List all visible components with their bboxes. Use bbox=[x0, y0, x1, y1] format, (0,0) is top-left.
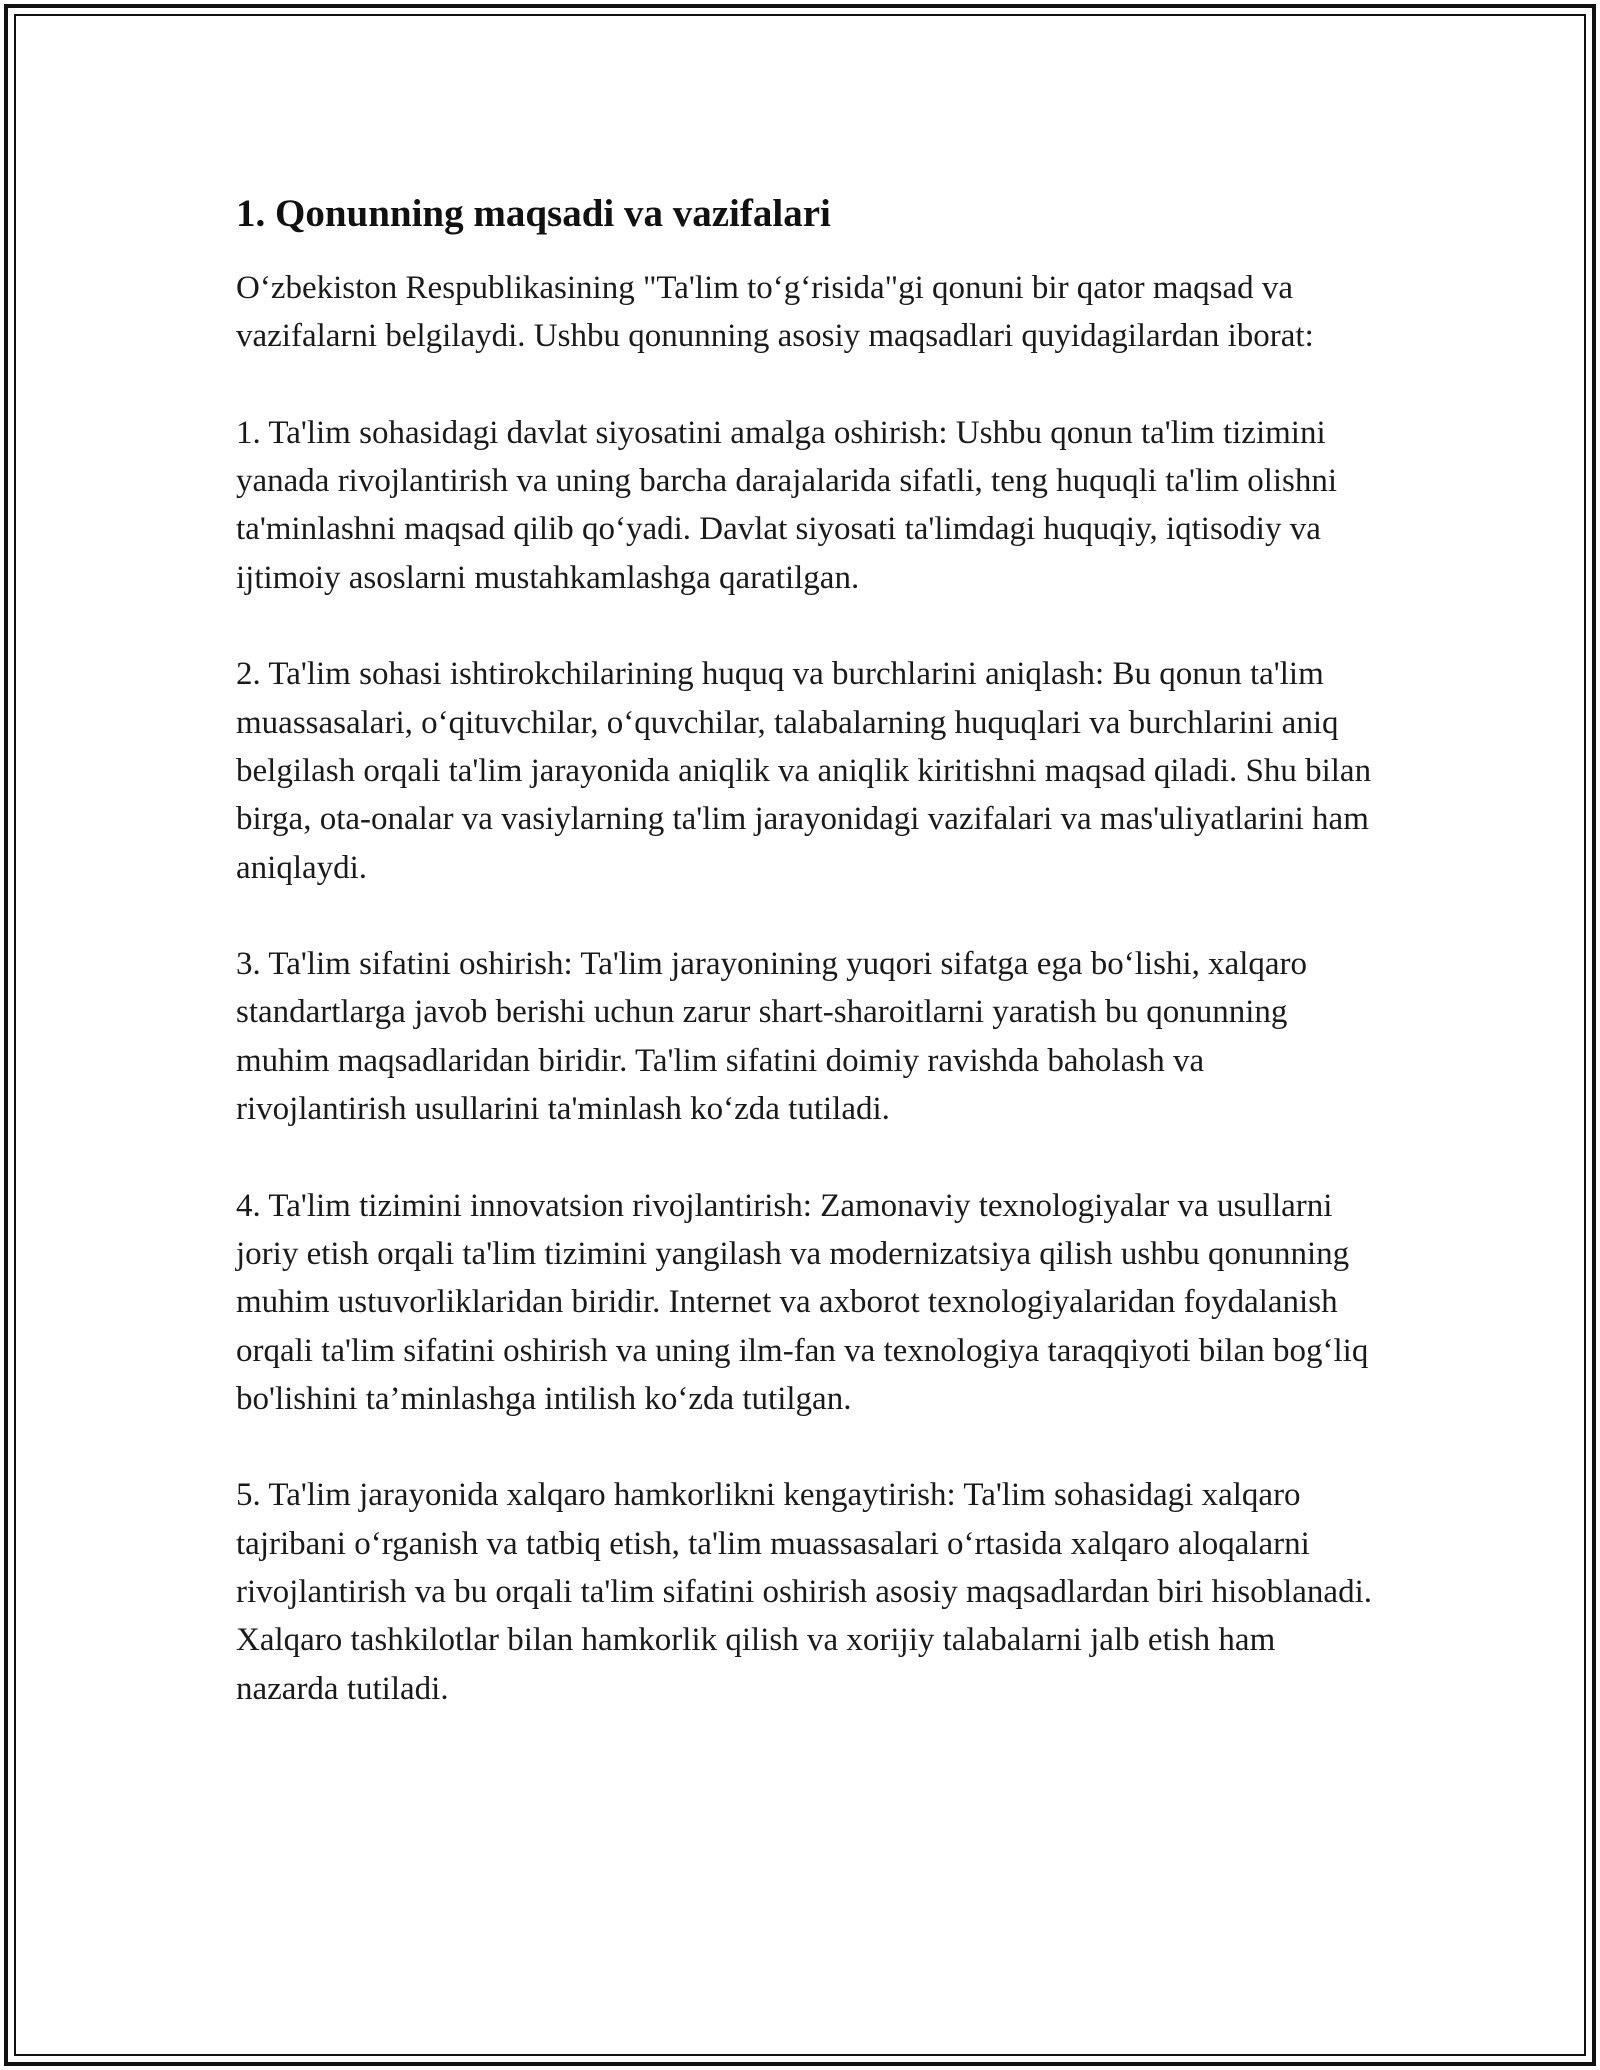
list-item-1: 1. Ta'lim sohasidagi davlat siyosatini amalga oshirish: Ushbu qonun ta'lim tizimini yanada rivojlantirish va uning barcha darajalarida sifatli, teng huquqli ta'lim olishni ta'minlashni maqsad qilib qo‘yadi. Davlat siyosati ta'limdagi huquqiy, iqtisodiy va ijtimoiy asoslarni mustahkamlashga qaratilgan. bbox=[236, 414, 1338, 596]
list-item-3: 3. Ta'lim sifatini oshirish: Ta'lim jarayonining yuqori sifatga ega bo‘lishi, xalqaro standartlarga javob berishi uchun zarur shart-sharoitlarni yaratish bu qonunning muhim maqsadlaridan biridir. Ta'lim sifatini doimiy ravishda baholash va rivojlantirish usullarini ta'minlash ko‘zda tutiladi. bbox=[236, 946, 1308, 1128]
section-title: 1. Qonunning maqsadi va vazifalari bbox=[236, 192, 831, 235]
list-item-5: 5. Ta'lim jarayonida xalqaro hamkorlikni kengaytirish: Ta'lim sohasidagi xalqaro tajribani o‘rganish va tatbiq etish, ta'lim muassasalari o‘rtasida xalqaro aloqalarni rivojlantirish va bu orqali ta'lim sifatini oshirish asosiy maqsadlardan biri hisoblanadi. Xalqaro tashkilotlar bilan hamkorlik qilish va xorijiy talabalarni jalb etish ham nazarda tutiladi. bbox=[236, 1477, 1373, 1707]
document-body bbox=[236, 186, 1376, 1713]
list-item-4: 4. Ta'lim tizimini innovatsion rivojlantirish: Zamonaviy texnologiyalar va usullarni joriy etish orqali ta'lim tizimini yangilash va modernizatsiya qilish ushbu qonunning muhim ustuvorliklaridan biridir. Internet va axborot texnologiyalaridan foydalanish orqali ta'lim sifatini oshirish va uning ilm-fan va texnologiya taraqqiyoti bilan bog‘liq bo'lishini ta’minlashga intilish ko‘zda tutilgan. bbox=[236, 1187, 1369, 1417]
list-item-2: 2. Ta'lim sohasi ishtirokchilarining huquq va burchlarini aniqlash: Bu qonun ta'lim muassasalari, o‘qituvchilar, o‘quvchilar, talabalarning huquqlari va burchlarini aniq belgilash orqali ta'lim jarayonida aniqlik va aniqlik kiritishni maqsad qiladi. Shu bilan birga, ota-onalar va vasiylarning ta'lim jarayonidagi vazifalari va mas'uliyatlarini ham aniqlaydi. bbox=[236, 656, 1372, 886]
intro-paragraph: O‘zbekiston Respublikasining "Ta'lim to‘g‘risida"gi qonuni bir qator maqsad va vazifalarni belgilaydi. Ushbu qonunning asosiy maqsadlari quyidagilardan iborat: bbox=[236, 270, 1314, 355]
